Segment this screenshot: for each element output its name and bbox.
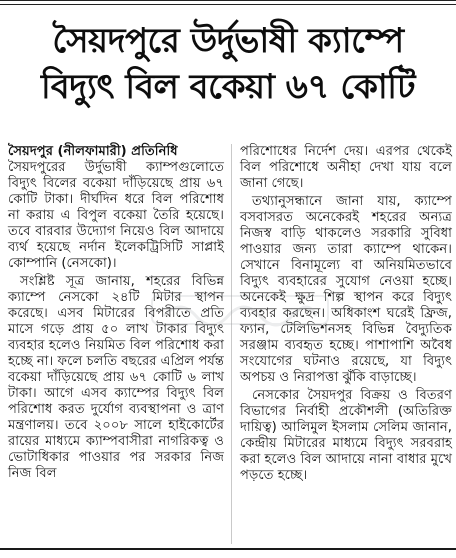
left-column: [8, 144, 224, 484]
lead-paragraph: [8, 144, 224, 272]
headline: [0, 18, 456, 110]
paragraph-text: সৈয়দপুরের উর্দুভাষী ক্যাম্পগুলোতে বিদ্যুৎ বিলের বকেয়া দাঁড়িয়েছে প্রায় ৬৭ কোটি টাকা। দীর্ঘদিন ধরে বিল পরিশোধ না করায় এ বিপুল বকেয়া তৈরি হয়েছে। তবে বারবার উদ্যোগ নিয়েও বিল আদায়ে ব্যর্থ হয়েছে নর্দান ইলেকট্রিসিটি সাপ্লাই কোম্পানি (নেসকো)।: [8, 160, 224, 271]
top-rule: [0, 0, 456, 7]
bottom-rule: [0, 548, 456, 550]
byline: সৈয়দপুর (নীলফামারী) প্রতিনিধি: [8, 144, 178, 159]
paragraph: পরিশোধের নির্দেশ দেয়। এরপর থেকেই বিল পরিশোধে অনীহা দেখা যায় বলে জানা গেছে।: [240, 144, 452, 191]
headline-line-2: বিদ্যুৎ বিল বকেয়া ৬৭ কোটি: [40, 67, 416, 107]
paragraph: সংশ্লিষ্ট সূত্র জানায়, শহরের বিভিন্ন ক্যাম্পে নেসকো ২৪টি মিটার স্থাপন করেছে। এসব মিটারের বিপরীতে প্রতি মাসে গড়ে প্রায় ৫০ লাখ টাকার বিদ্যুৎ ব্যবহার হলেও নিয়মিত বিল পরিশোধ করা হচ্ছে না। ফলে চলতি বছরের এপ্রিল পর্যন্ত বকেয়া দাঁড়িয়েছে প্রায় ৬৭ কোটি ৬ লাখ টাকা। আগে এসব ক্যাম্পের বিদ্যুৎ বিল পরিশোধ করত দুর্যোগ ব্যবস্থাপনা ও ত্রাণ মন্ত্রণালয়। তবে ২০০৮ সালে হাইকোর্টের রায়ের মাধ্যমে ক্যাম্পবাসীরা নাগরিকত্ব ও ভোটাধিকার পাওয়ার পর সরকার নিজ নিজ বিল: [8, 274, 224, 481]
paragraph: নেসকোর সৈয়দপুর বিক্রয় ও বিতরণ বিভাগের নির্বাহী প্রকৌশলী (অতিরিক্ত দায়িত্ব) আলিমুল ইসলাম সেলিম জানান, কেন্দ্রীয় মিটারের মাধ্যমে বিদ্যুৎ সরবরাহ করা হলেও বিল আদায়ে নানা বাধার মুখে পড়তে হচ্ছে।: [240, 388, 452, 483]
column-divider: [231, 144, 232, 544]
headline-line-1: সৈয়দপুরে উর্দুভাষী ক্যাম্পে: [52, 21, 404, 61]
right-column: [240, 144, 452, 486]
paragraph: তথ্যানুসন্ধানে জানা যায়, ক্যাম্পে বসবাসরত অনেকেরই শহরের অন্যত্র নিজস্ব বাড়ি থাকলেও সরকারি সুবিধা পাওয়ার জন্য তারা ক্যাম্পে থাকেন। সেখানে বিনামূল্যে বা অনিয়মিতভাবে বিদ্যুৎ ব্যবহারের সুযোগ নেওয়া হচ্ছে। অনেকেই ক্ষুদ্র শিল্প স্থাপন করে বিদ্যুৎ ব্যবহার করছেন। অধিকাংশ ঘরেই ফ্রিজ, ফ্যান, টেলিভিশনসহ বিভিন্ন বৈদ্যুতিক সরঞ্জাম ব্যবহৃত হচ্ছে। পাশাপাশি অবৈধ সংযোগের ঘটনাও রয়েছে, যা বিদ্যুৎ অপচয় ও নিরাপত্তা ঝুঁকি বাড়াচ্ছে।: [240, 194, 452, 385]
